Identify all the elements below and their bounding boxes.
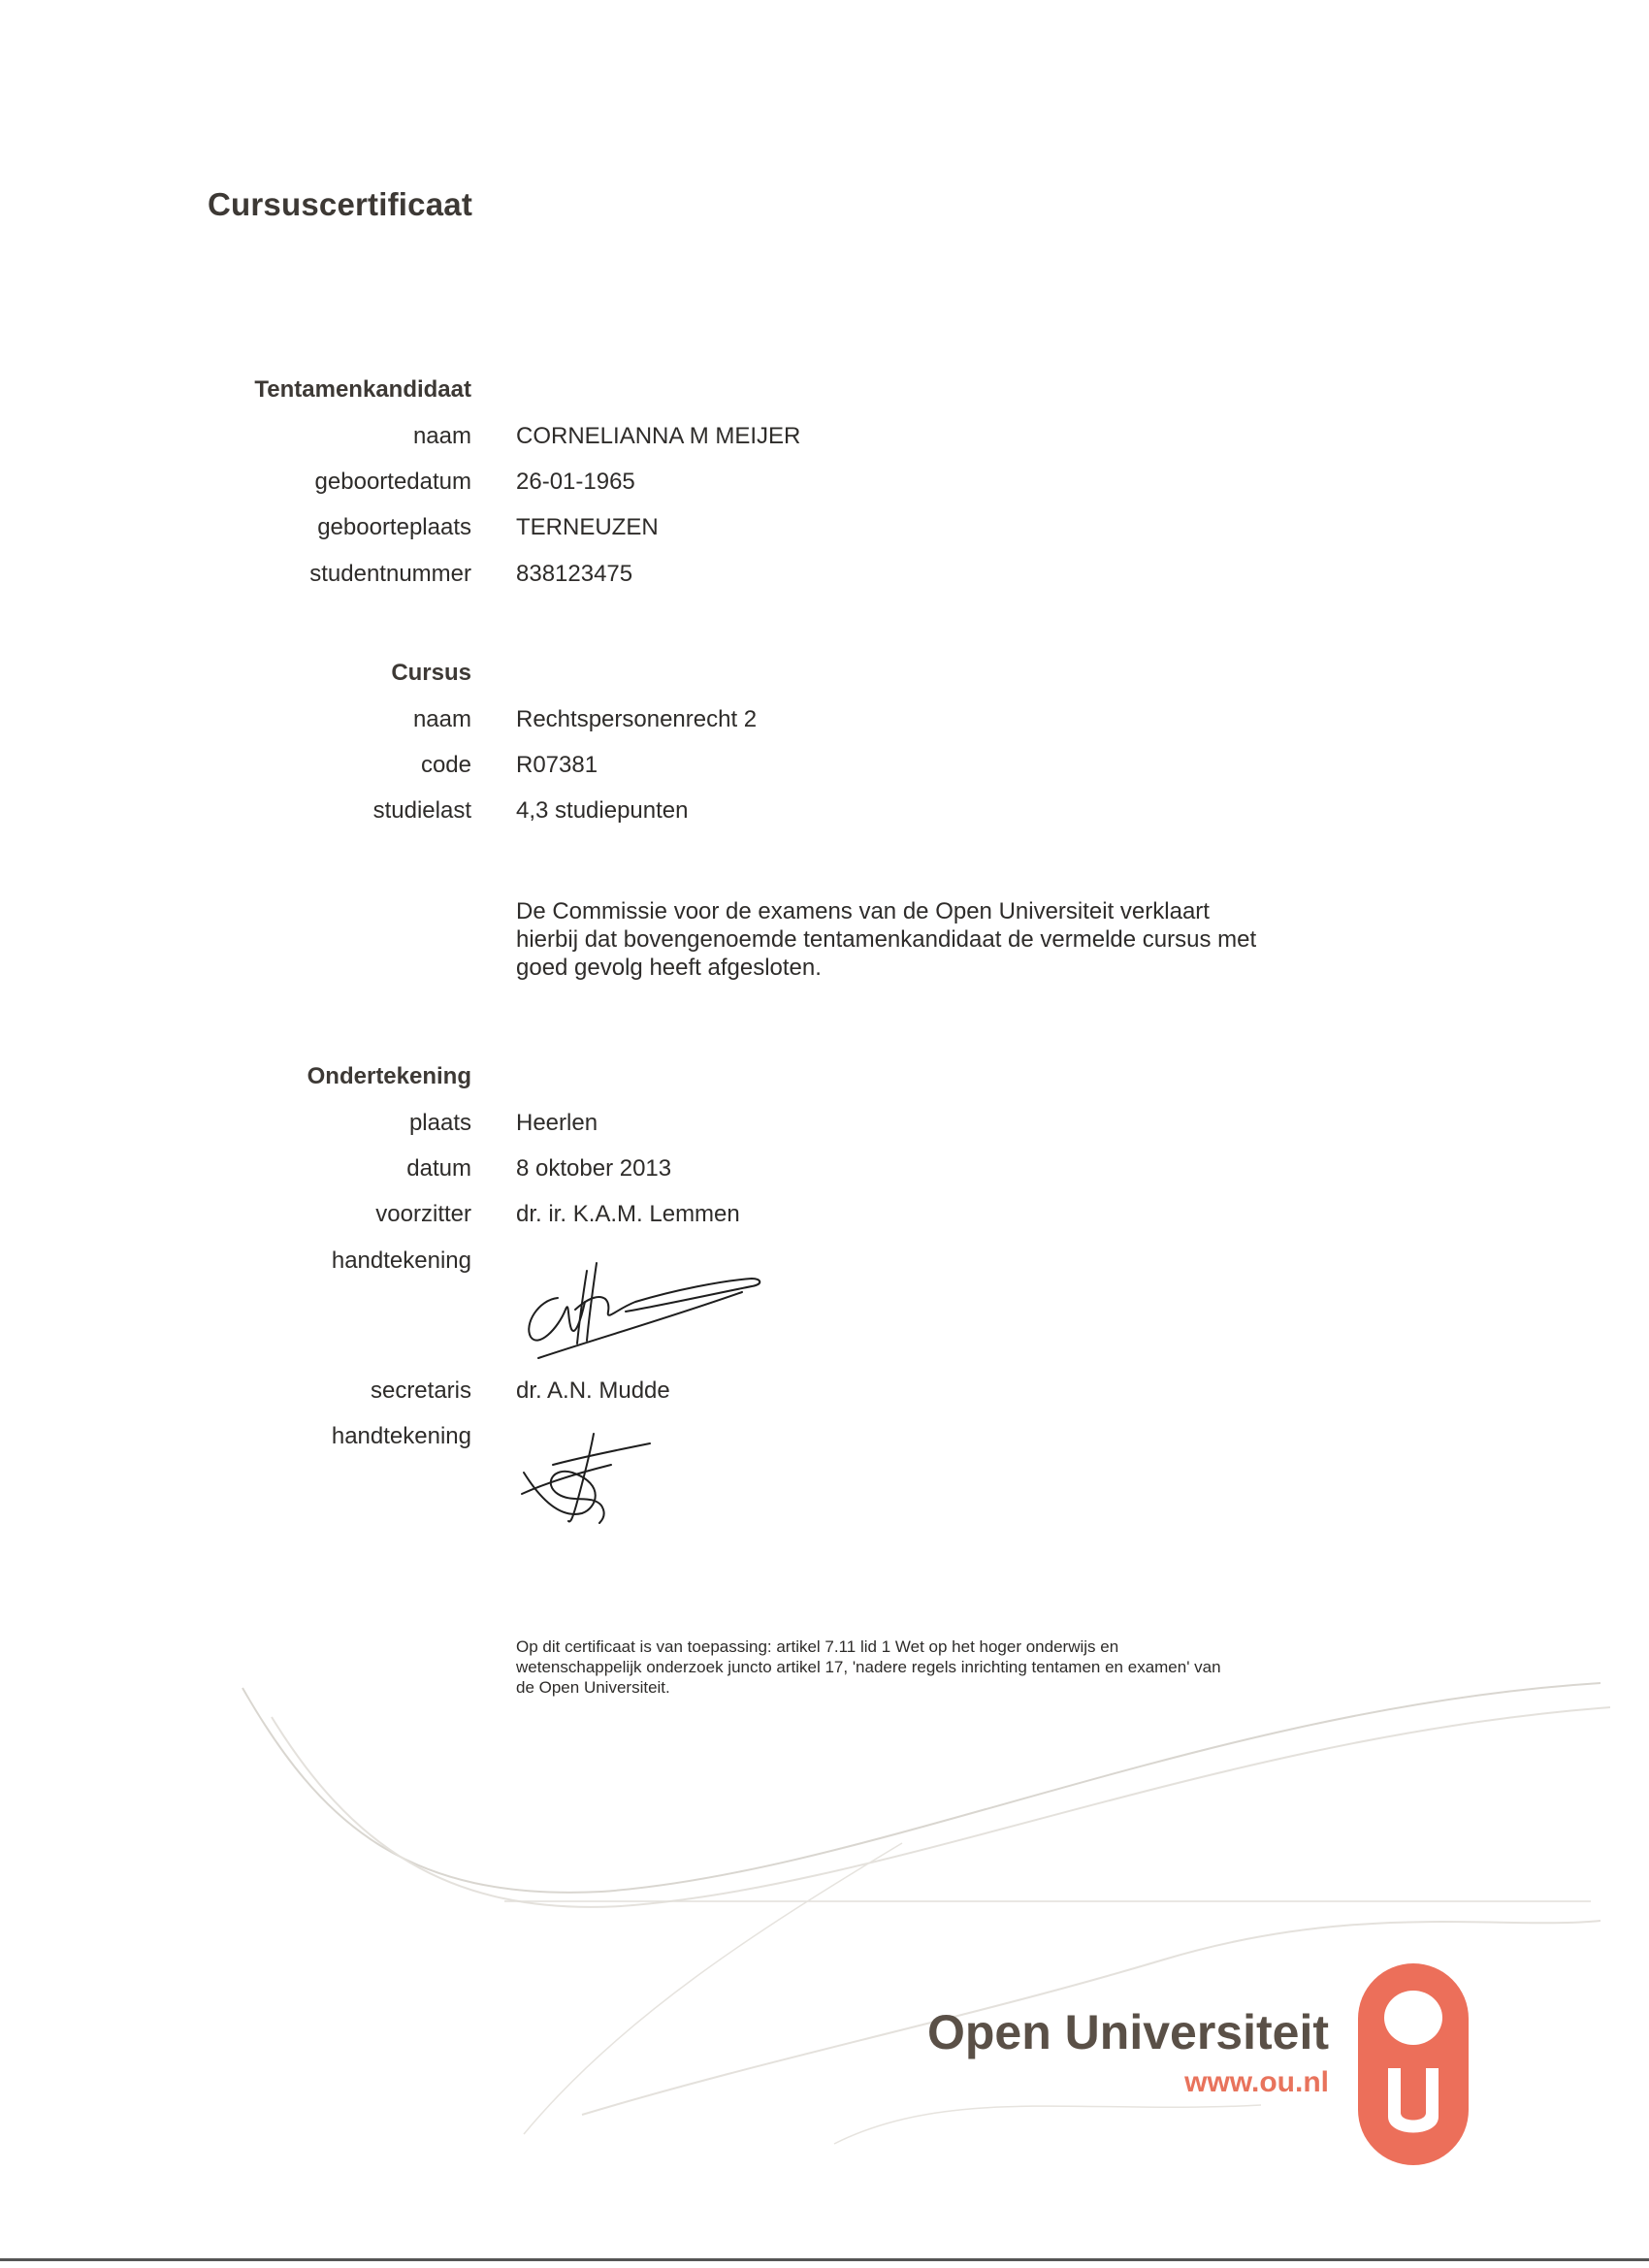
brand-url: www.ou.nl: [1184, 2066, 1329, 2098]
course-name-label: naam: [412, 706, 471, 732]
candidate-birthplace-value: TERNEUZEN: [516, 514, 659, 540]
candidate-name-value: CORNELIANNA M MEIJER: [516, 423, 801, 449]
candidate-birthdate-value: 26-01-1965: [516, 469, 635, 495]
course-code-value: R07381: [516, 752, 598, 778]
chair-value: dr. ir. K.A.M. Lemmen: [516, 1201, 740, 1227]
course-heading: Cursus: [391, 660, 471, 686]
ou-logo-icon: [1356, 1961, 1471, 2167]
certification-statement: De Commissie voor de examens van de Open Universiteit verklaart hierbij dat bovengenoemde tentamenkandidaat de vermelde cursus met goed gevolg heeft afgesloten.: [516, 898, 1257, 981]
signing-date-label: datum: [406, 1155, 471, 1182]
candidate-studentnumber-value: 838123475: [516, 561, 633, 587]
secretary-value: dr. A.N. Mudde: [516, 1377, 670, 1404]
legal-footnote: Op dit certificaat is van toepassing: artikel 7.11 lid 1 Wet op het hoger onderwijs en wetenschappelijk onderzoek juncto artikel 17, 'nadere regels inrichting tentamen en examen' van de Open Universiteit.: [516, 1637, 1221, 1697]
signing-place-value: Heerlen: [516, 1110, 598, 1136]
course-code-label: code: [420, 752, 471, 778]
signing-heading: Ondertekening: [307, 1063, 471, 1089]
candidate-heading: Tentamenkandidaat: [254, 376, 471, 403]
scan-edge-line: [0, 2258, 1649, 2261]
signing-date-value: 8 oktober 2013: [516, 1155, 672, 1182]
course-load-label: studielast: [372, 797, 471, 824]
course-load-value: 4,3 studiepunten: [516, 797, 689, 824]
chair-signature-image: [519, 1251, 771, 1368]
page-title: Cursuscertificaat: [208, 186, 473, 222]
candidate-studentnumber-label: studentnummer: [309, 561, 471, 587]
brand-name: Open Universiteit: [927, 2005, 1329, 2059]
chair-label: voorzitter: [375, 1201, 471, 1227]
chair-signature-label: handtekening: [331, 1247, 471, 1274]
secretary-signature-image: [514, 1426, 669, 1533]
secretary-signature-label: handtekening: [331, 1423, 471, 1449]
candidate-name-label: naam: [412, 423, 471, 449]
signing-place-label: plaats: [408, 1110, 471, 1136]
secretary-label: secretaris: [370, 1377, 471, 1404]
candidate-birthplace-label: geboorteplaats: [317, 514, 471, 540]
candidate-birthdate-label: geboortedatum: [314, 469, 471, 495]
course-name-value: Rechtspersonenrecht 2: [516, 706, 758, 732]
